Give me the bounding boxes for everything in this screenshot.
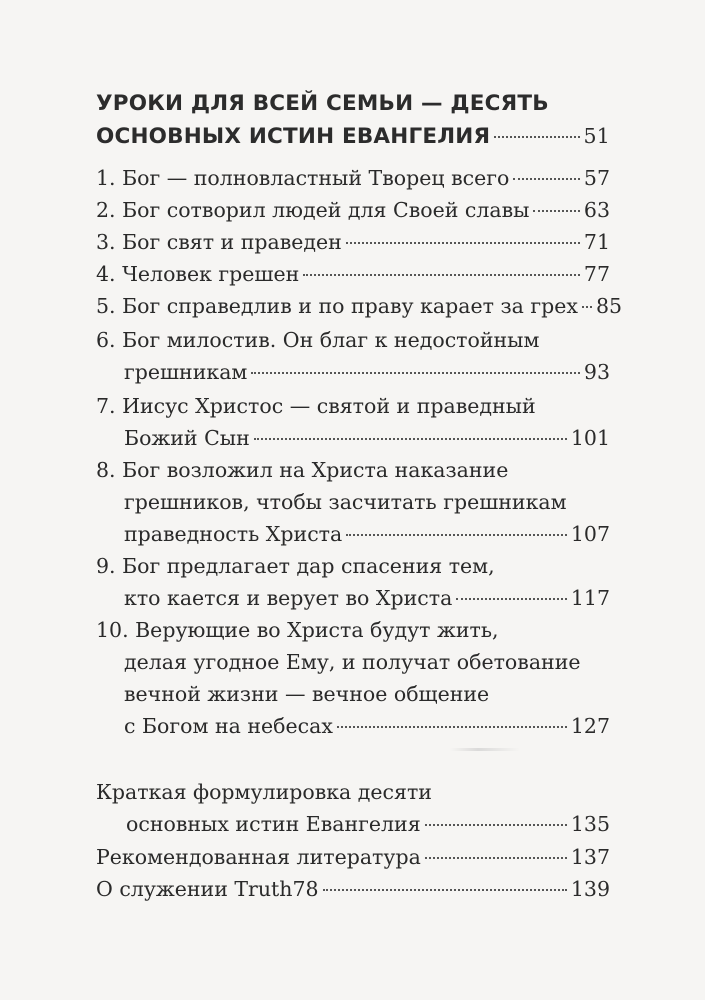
toc-entry-7[interactable] [96,390,610,454]
appendix-entry-ministry[interactable] [96,873,610,905]
entry-title: 7. Иисус Христос — святой и праведный [96,394,536,418]
page-number: 127 [570,714,610,738]
entry-title-continued: вечной жизни — вечное общение [124,682,490,706]
dot-leader [425,857,567,859]
entry-title: 10. Верующие во Христа будут жить, [96,618,499,642]
entry-title-continued: делая угодное Ему, и получат обетование [124,650,581,674]
entry-title: Краткая формулировка десяти [96,780,432,804]
entry-title-continued: кто кается и верует во Христа [124,586,453,610]
entry-title: 5. Бог справедлив и по праву карает за грех [96,294,578,318]
dot-leader [323,889,567,891]
page-number: 77 [583,262,610,286]
page-number: 93 [583,360,610,384]
toc-entry-4[interactable] [96,258,610,290]
toc-entry-8[interactable] [96,454,610,550]
page-number: 137 [570,845,610,869]
dot-leader [513,178,580,180]
page-number: 107 [570,522,610,546]
section-heading-row [96,120,610,153]
entry-title: 6. Бог милостив. Он благ к недостойным [96,328,540,352]
dot-leader [456,598,567,600]
page-number: 63 [583,198,610,222]
entry-title-continued: Божий Сын [124,426,250,450]
page-number: 85 [595,294,623,318]
toc-entry-2[interactable] [96,194,610,226]
entry-title: 3. Бог свят и праведен [96,230,342,254]
dot-leader [425,824,567,826]
page-number: 135 [570,812,610,836]
page-number: 101 [570,426,610,450]
dot-leader [346,242,580,244]
page-number: 57 [583,166,610,190]
toc-entry-6[interactable] [96,324,610,388]
entry-title-continued: грешникам [124,360,248,384]
dot-leader [254,438,567,440]
entry-title-continued: с Богом на небесах [124,714,333,738]
entry-title: Рекомендованная литература [96,845,421,869]
toc-entry-10[interactable] [96,614,610,742]
section-heading-line-1: УРОКИ ДЛЯ ВСЕЙ СЕМЬИ — ДЕСЯТЬ [96,91,549,116]
entry-title-continued: основных истин Евангелия [126,812,421,836]
entry-title: 9. Бог предлагает дар спасения тем, [96,554,495,578]
entry-title: 1. Бог — полновластный Творец всего [96,166,510,190]
toc-entry-5[interactable] [96,290,623,322]
entry-title: 2. Бог сотворил людей для Своей славы [96,198,530,222]
toc-entry-1[interactable] [96,162,610,194]
page-number: 71 [583,230,610,254]
entry-title-continued: грешников, чтобы засчитать грешникам [124,490,567,514]
section-page-number: 51 [583,124,610,148]
toc-entry-3[interactable] [96,226,610,258]
dot-leader [346,534,567,536]
entry-title-continued: праведность Христа [124,522,343,546]
dot-leader [303,274,580,276]
appendix-entry-literature[interactable] [96,841,610,873]
page-number: 117 [570,586,610,610]
entry-title: О служении Truth78 [96,877,319,901]
toc-entry-9[interactable] [96,550,610,614]
print-speck [450,748,520,751]
section-heading [96,88,610,153]
section-heading-line-2: ОСНОВНЫХ ИСТИН ЕВАНГЕЛИЯ [96,124,491,149]
dot-leader [533,210,579,212]
entry-title: 8. Бог возложил на Христа наказание [96,458,509,482]
dot-leader [251,372,580,374]
dot-leader [582,306,592,308]
entry-title: 4. Человек грешен [96,262,300,286]
appendix-entry-summary[interactable] [96,776,610,840]
dot-leader [494,136,579,138]
dot-leader [337,726,567,728]
page-number: 139 [570,877,610,901]
